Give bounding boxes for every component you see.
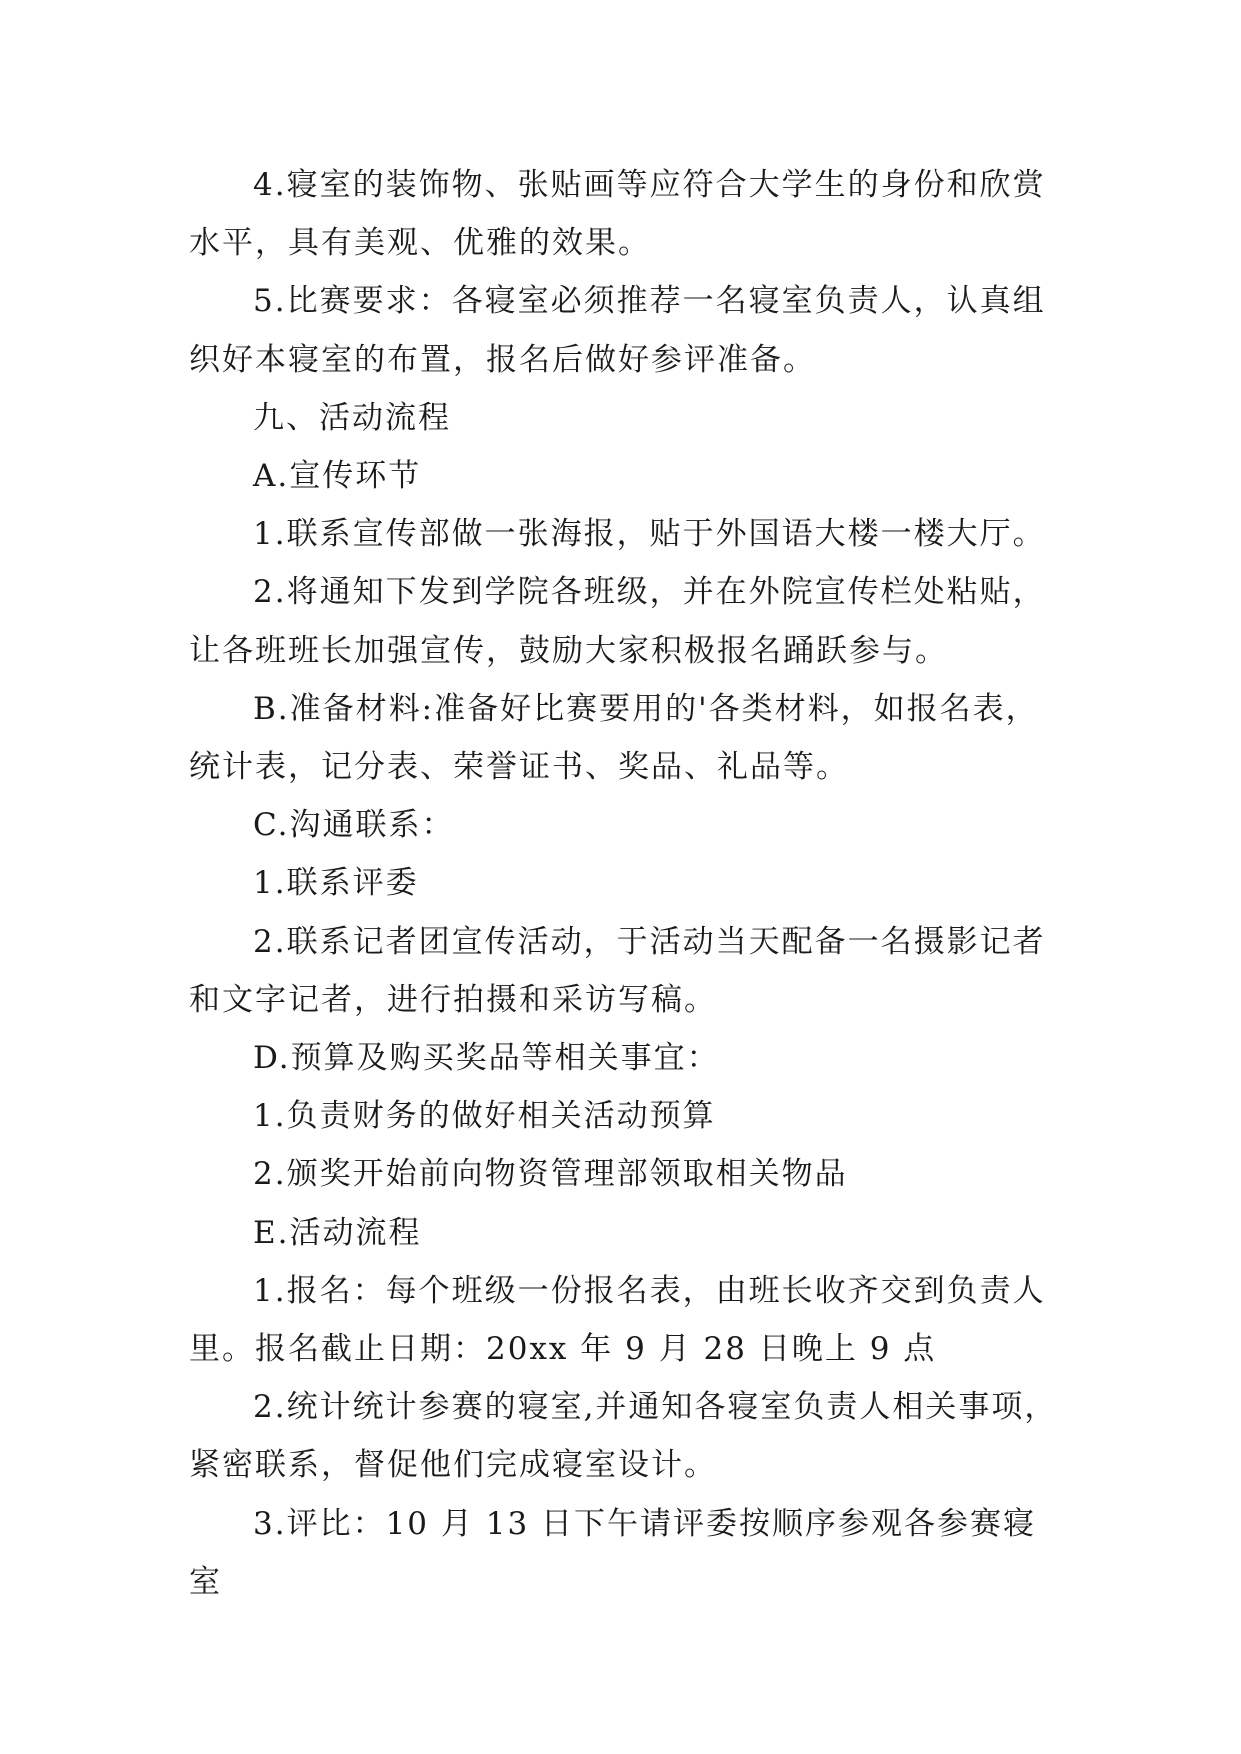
section-heading-activity-flow: 九、活动流程 [253,399,451,436]
list-item-supplies: 2.颁奖开始前向物资管理部领取相关物品 [253,1156,848,1193]
subheading-process: E.活动流程 [253,1214,422,1251]
subheading-budget: D.预算及购买奖品等相关事宜： [253,1040,720,1077]
subheading-communication: C.沟通联系： [253,807,455,844]
paragraph-decoration-rule: 4.寝室的装饰物、张贴画等应符合大学生的身份和欣赏水平，具有美观、优雅的效果。 [189,167,1046,262]
list-item-budget: 1.负责财务的做好相关活动预算 [253,1098,716,1135]
list-item-reporters: 2.联系记者团宣传活动，于活动当天配备一名摄影记者和文字记者，进行拍摄和采访写稿。 [189,923,1046,1018]
list-item-notice: 2.将通知下发到学院各班级，并在外院宣传栏处粘贴，让各班班长加强宣传，鼓励大家积极报名踊跃参与。 [189,574,1046,669]
list-item-judges: 1.联系评委 [253,865,419,902]
list-item-registration: 1.报名：每个班级一份报名表，由班长收齐交到负责人里。报名截止日期：20xx 年 9 月 28 日晚上 9 点 [189,1272,1046,1368]
paragraph-contest-requirement: 5.比赛要求：各寝室必须推荐一名寝室负责人，认真组织好本寝室的布置，报名后做好参评准备。 [189,283,1046,378]
subheading-materials: B.准备材料:准备好比赛要用的'各类材料，如报名表，统计表，记分表、荣誉证书、奖品、礼品等。 [189,690,1039,786]
list-item-evaluation: 3.评比：10 月 13 日下午请评委按顺序参观各参赛寝室 [189,1505,1037,1600]
list-item-statistics: 2.统计统计参赛的寝室,并通知各寝室负责人相关事项，紧密联系，督促他们完成寝室设计。 [189,1389,1058,1484]
document-body [189,156,1059,1611]
subheading-publicity: A.宣传环节 [253,458,422,495]
list-item-poster: 1.联系宣传部做一张海报，贴于外国语大楼一楼大厅。 [253,516,1046,553]
